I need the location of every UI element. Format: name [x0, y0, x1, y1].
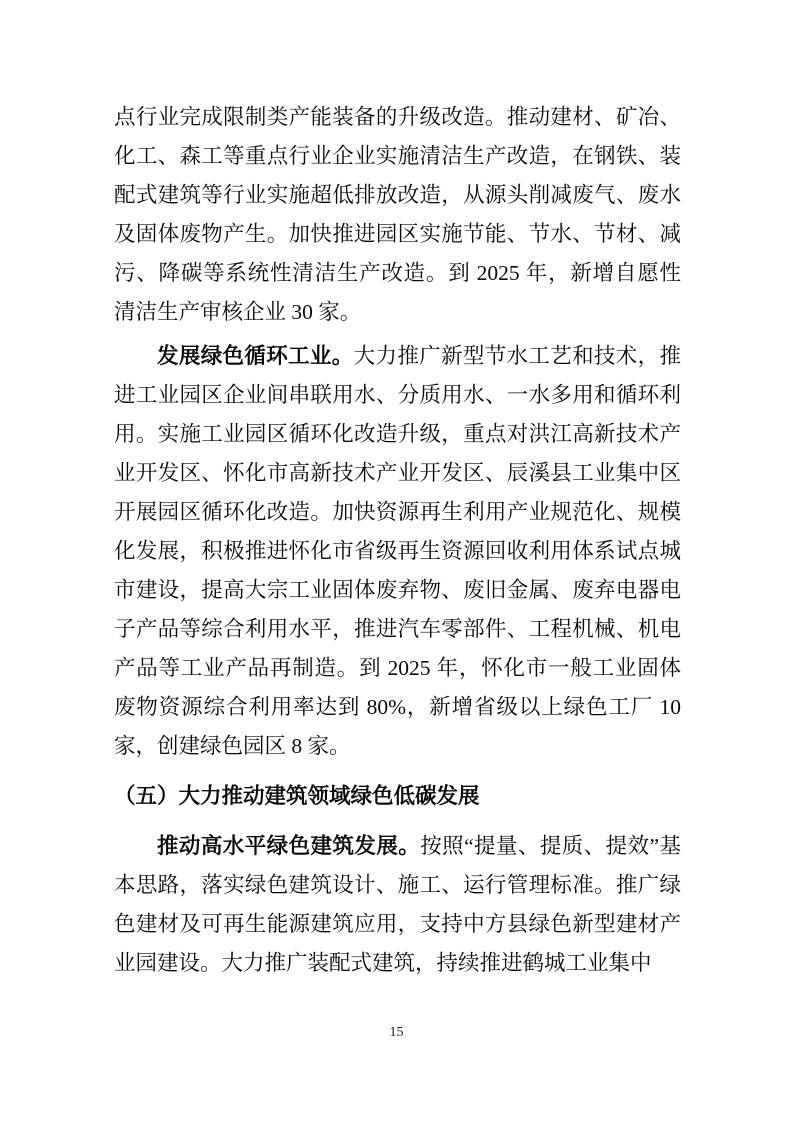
paragraph-green-circular-industry [114, 337, 681, 766]
paragraph-green-building [114, 827, 681, 983]
section-heading-five: （五）大力推动建筑领域绿色低碳发展 [114, 784, 480, 808]
page-number: 15 [389, 1025, 404, 1040]
paragraph-clean-production-continued [114, 98, 681, 332]
paragraph-text: 点行业完成限制类产能装备的升级改造。推动建材、矿冶、化工、森工等重点行业企业实施清洁生产改造，在钢铁、装配式建筑等行业实施超低排放改造，从源头削减废气、废水及固体废物产生。加快推进园区实施节能、节水、节材、减污、降碳等系统性清洁生产改造。到 2025 年，新增自愿性清洁生产审核企业 30 家。 [114, 105, 681, 324]
paragraph-text: 按照“提量、提质、提效”基本思路，落实绿色建筑设计、施工、运行管理标准。推广绿色建材及可再生能源建筑应用，支持中方县绿色新型建材产业园建设。大力推广装配式建筑，持续推进鹤城工业集中 [114, 834, 681, 975]
paragraph-bold-lead: 推动高水平绿色建筑发展。 [157, 834, 421, 858]
paragraph-text: 大力推广新型节水工艺和技术，推进工业园区企业间串联用水、分质用水、一水多用和循环利用。实施工业园区循环化改造升级，重点对洪江高新技术产业开发区、怀化市高新技术产业开发区、辰溪县工业集中区开展园区循环化改造。加快资源再生利用产业规范化、规模化发展，积极推进怀化市省级再生资源回收利用体系试点城市建设，提高大宗工业固体废弃物、废旧金属、废弃电器电子产品等综合利用水平，推进汽车零部件、工程机械、机电产品等工业产品再制造。到 2025 年，怀化市一般工业固体废物资源综合利用率达到 80%，新增省级以上绿色工厂 10 家，创建绿色园区 8 家。 [114, 344, 681, 758]
paragraph-bold-lead: 发展绿色循环工业。 [157, 344, 354, 368]
document-body [114, 98, 681, 988]
